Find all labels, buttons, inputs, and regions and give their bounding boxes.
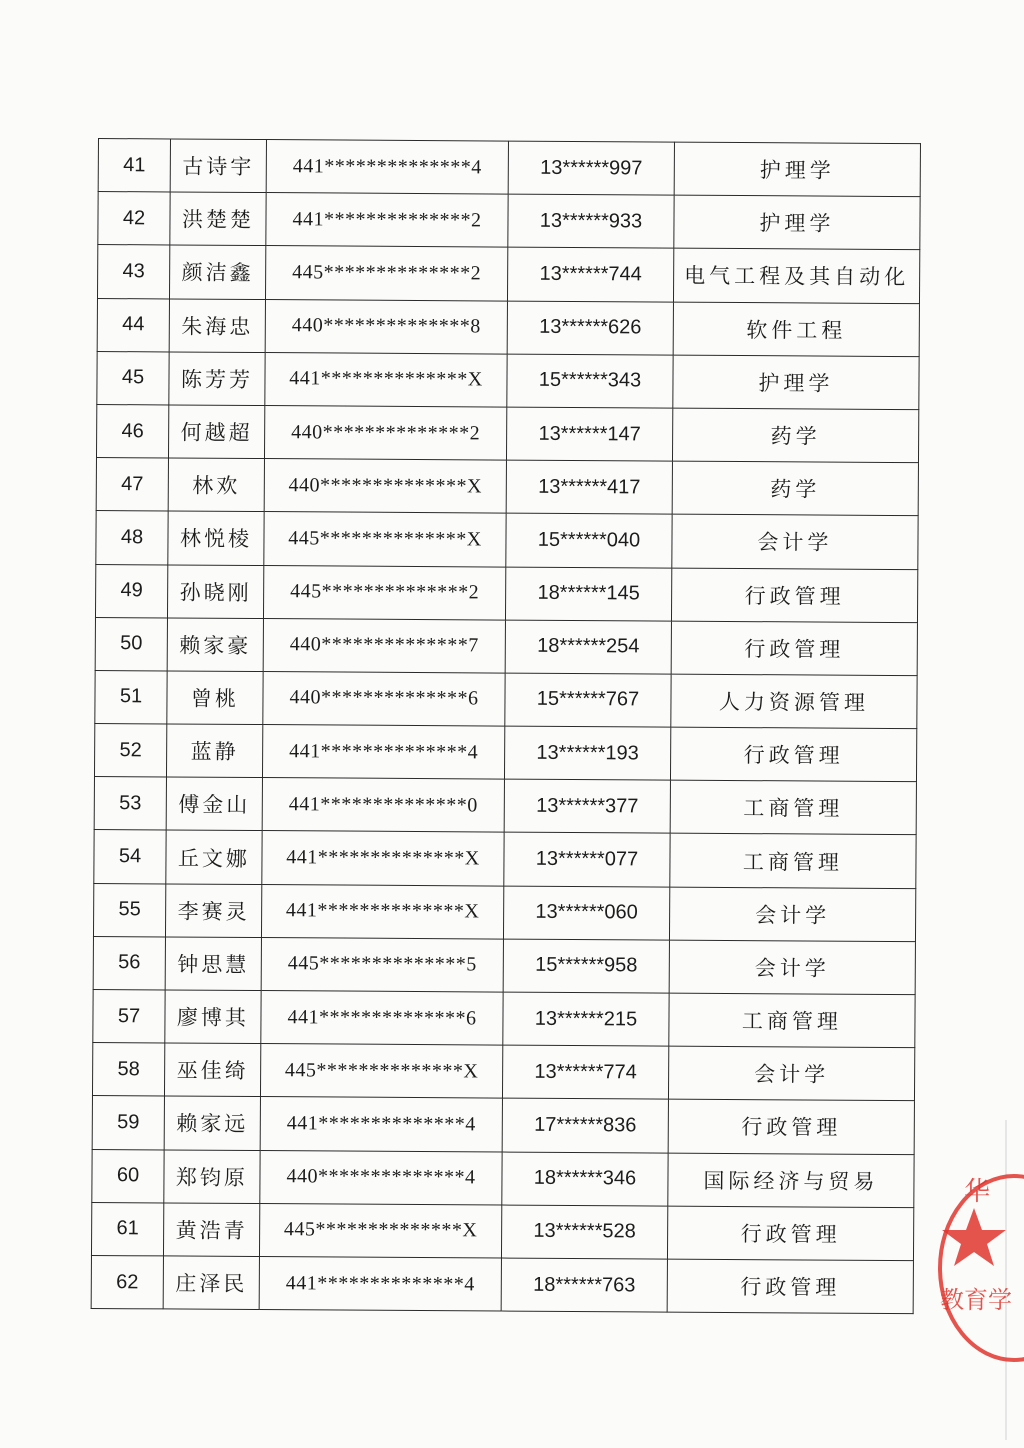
row-id-number: 441**************X <box>262 831 504 886</box>
row-name: 郑钧原 <box>164 1149 260 1203</box>
row-major: 行政管理 <box>671 568 917 623</box>
row-phone: 18******145 <box>505 567 671 621</box>
student-table <box>91 138 921 1314</box>
row-phone: 13******997 <box>508 141 674 195</box>
table-row <box>94 830 916 888</box>
row-phone: 13******528 <box>501 1205 667 1259</box>
row-name: 蓝静 <box>166 724 262 778</box>
row-phone: 15******767 <box>505 673 671 727</box>
row-number: 47 <box>96 458 168 512</box>
row-id-number: 440**************8 <box>265 299 507 354</box>
table-row <box>98 139 920 197</box>
row-id-number: 440**************6 <box>263 671 505 726</box>
official-seal <box>934 1168 1024 1368</box>
row-name: 李赛灵 <box>165 884 261 938</box>
row-number: 60 <box>92 1149 164 1203</box>
row-phone: 13******060 <box>503 886 669 940</box>
row-number: 45 <box>97 351 169 405</box>
row-number: 49 <box>95 564 167 618</box>
row-name: 傅金山 <box>166 777 262 831</box>
row-number: 57 <box>93 989 165 1043</box>
table-row <box>97 245 919 303</box>
row-id-number: 441**************6 <box>261 991 503 1046</box>
row-phone: 15******040 <box>506 513 672 567</box>
row-number: 61 <box>91 1202 163 1256</box>
row-number: 55 <box>93 883 165 937</box>
table-row <box>95 617 917 675</box>
row-phone: 17******836 <box>502 1098 668 1152</box>
row-id-number: 445**************X <box>260 1044 502 1099</box>
table-row <box>93 883 915 941</box>
table-row <box>95 670 917 728</box>
row-phone: 13******744 <box>507 247 673 301</box>
table-row <box>96 511 918 569</box>
row-major: 工商管理 <box>670 834 916 889</box>
row-id-number: 440**************7 <box>263 618 505 673</box>
row-id-number: 440**************2 <box>264 405 506 460</box>
row-id-number: 445**************2 <box>265 246 507 301</box>
row-name: 何越超 <box>168 405 264 459</box>
row-name: 巫佳绮 <box>164 1043 260 1097</box>
row-major: 药学 <box>672 461 918 516</box>
row-number: 44 <box>97 298 169 352</box>
row-major: 行政管理 <box>667 1206 913 1261</box>
row-phone: 13******417 <box>506 460 672 514</box>
table-row <box>91 1202 913 1260</box>
row-number: 53 <box>94 777 166 831</box>
row-major: 药学 <box>672 408 918 463</box>
row-major: 工商管理 <box>669 993 915 1048</box>
row-phone: 13******377 <box>504 779 670 833</box>
row-major: 护理学 <box>673 355 919 410</box>
table-row <box>93 936 915 994</box>
row-id-number: 445**************X <box>259 1203 501 1258</box>
row-name: 赖家远 <box>164 1096 260 1150</box>
row-phone: 18******346 <box>502 1152 668 1206</box>
row-name: 廖博其 <box>165 990 261 1044</box>
row-id-number: 440**************4 <box>260 1150 502 1205</box>
row-number: 51 <box>95 670 167 724</box>
row-major: 会计学 <box>669 887 915 942</box>
row-major: 行政管理 <box>668 1099 914 1154</box>
row-id-number: 440**************X <box>264 459 506 514</box>
row-id-number: 441**************4 <box>259 1256 501 1311</box>
row-major: 护理学 <box>674 195 920 250</box>
row-name: 林悦棱 <box>168 511 264 565</box>
row-name: 古诗宇 <box>170 139 266 193</box>
row-name: 林欢 <box>168 458 264 512</box>
row-number: 56 <box>93 936 165 990</box>
table-row <box>92 1043 914 1101</box>
seal-bottom-text: 教育学 <box>940 1286 1012 1314</box>
row-phone: 15******343 <box>507 354 673 408</box>
row-name: 颜洁鑫 <box>169 245 265 299</box>
row-phone: 13******077 <box>504 833 670 887</box>
row-phone: 13******147 <box>506 407 672 461</box>
row-phone: 18******763 <box>501 1258 667 1312</box>
row-number: 58 <box>92 1043 164 1097</box>
row-major: 人力资源管理 <box>671 674 917 729</box>
row-number: 50 <box>95 617 167 671</box>
row-major: 会计学 <box>672 514 918 569</box>
row-name: 丘文娜 <box>166 830 262 884</box>
row-id-number: 445**************X <box>264 512 506 567</box>
row-number: 43 <box>97 245 169 299</box>
row-number: 59 <box>92 1096 164 1150</box>
row-number: 42 <box>98 192 170 246</box>
row-name: 赖家豪 <box>167 618 263 672</box>
row-major: 行政管理 <box>667 1259 913 1314</box>
row-major: 护理学 <box>674 142 920 197</box>
row-number: 41 <box>98 139 170 193</box>
row-name: 钟思慧 <box>165 937 261 991</box>
row-name: 庄泽民 <box>163 1256 259 1310</box>
row-major: 软件工程 <box>673 302 919 357</box>
table-row <box>93 989 915 1047</box>
table-row <box>97 298 919 356</box>
table-row <box>96 458 918 516</box>
table-row <box>95 564 917 622</box>
row-name: 朱海忠 <box>169 299 265 353</box>
row-name: 孙晓刚 <box>167 564 263 618</box>
row-id-number: 441**************4 <box>260 1097 502 1152</box>
table-row <box>92 1096 914 1154</box>
row-phone: 13******933 <box>508 194 674 248</box>
table-row <box>97 351 919 409</box>
row-major: 国际经济与贸易 <box>668 1153 914 1208</box>
seal-top-text: 华 <box>964 1177 991 1207</box>
table-row <box>96 404 918 462</box>
row-id-number: 441**************2 <box>266 193 508 248</box>
row-id-number: 441**************4 <box>266 140 508 195</box>
row-id-number: 445**************2 <box>263 565 505 620</box>
table-row <box>92 1149 914 1207</box>
row-number: 46 <box>96 404 168 458</box>
table-row <box>94 777 916 835</box>
row-phone: 15******958 <box>503 939 669 993</box>
row-number: 52 <box>94 724 166 778</box>
row-major: 行政管理 <box>670 727 916 782</box>
row-name: 洪楚楚 <box>170 192 266 246</box>
row-number: 48 <box>96 511 168 565</box>
table-row <box>94 724 916 782</box>
table-row <box>91 1255 913 1313</box>
row-phone: 13******774 <box>502 1045 668 1099</box>
row-id-number: 441**************X <box>261 884 503 939</box>
table-row <box>98 192 920 250</box>
row-phone: 13******193 <box>504 726 670 780</box>
row-phone: 13******215 <box>503 992 669 1046</box>
row-id-number: 441**************4 <box>262 725 504 780</box>
row-major: 电气工程及其自动化 <box>673 248 919 303</box>
row-id-number: 441**************0 <box>262 778 504 833</box>
row-phone: 13******626 <box>507 301 673 355</box>
row-id-number: 441**************X <box>265 352 507 407</box>
row-number: 62 <box>91 1255 163 1309</box>
row-name: 陈芳芳 <box>169 352 265 406</box>
row-name: 曾桃 <box>167 671 263 725</box>
row-number: 54 <box>94 830 166 884</box>
row-name: 黄浩青 <box>163 1203 259 1257</box>
row-major: 行政管理 <box>671 621 917 676</box>
row-phone: 18******254 <box>505 620 671 674</box>
row-major: 会计学 <box>669 940 915 995</box>
row-id-number: 445**************5 <box>261 937 503 992</box>
document-sheet <box>91 138 921 1314</box>
row-major: 会计学 <box>668 1046 914 1101</box>
row-major: 工商管理 <box>670 780 916 835</box>
